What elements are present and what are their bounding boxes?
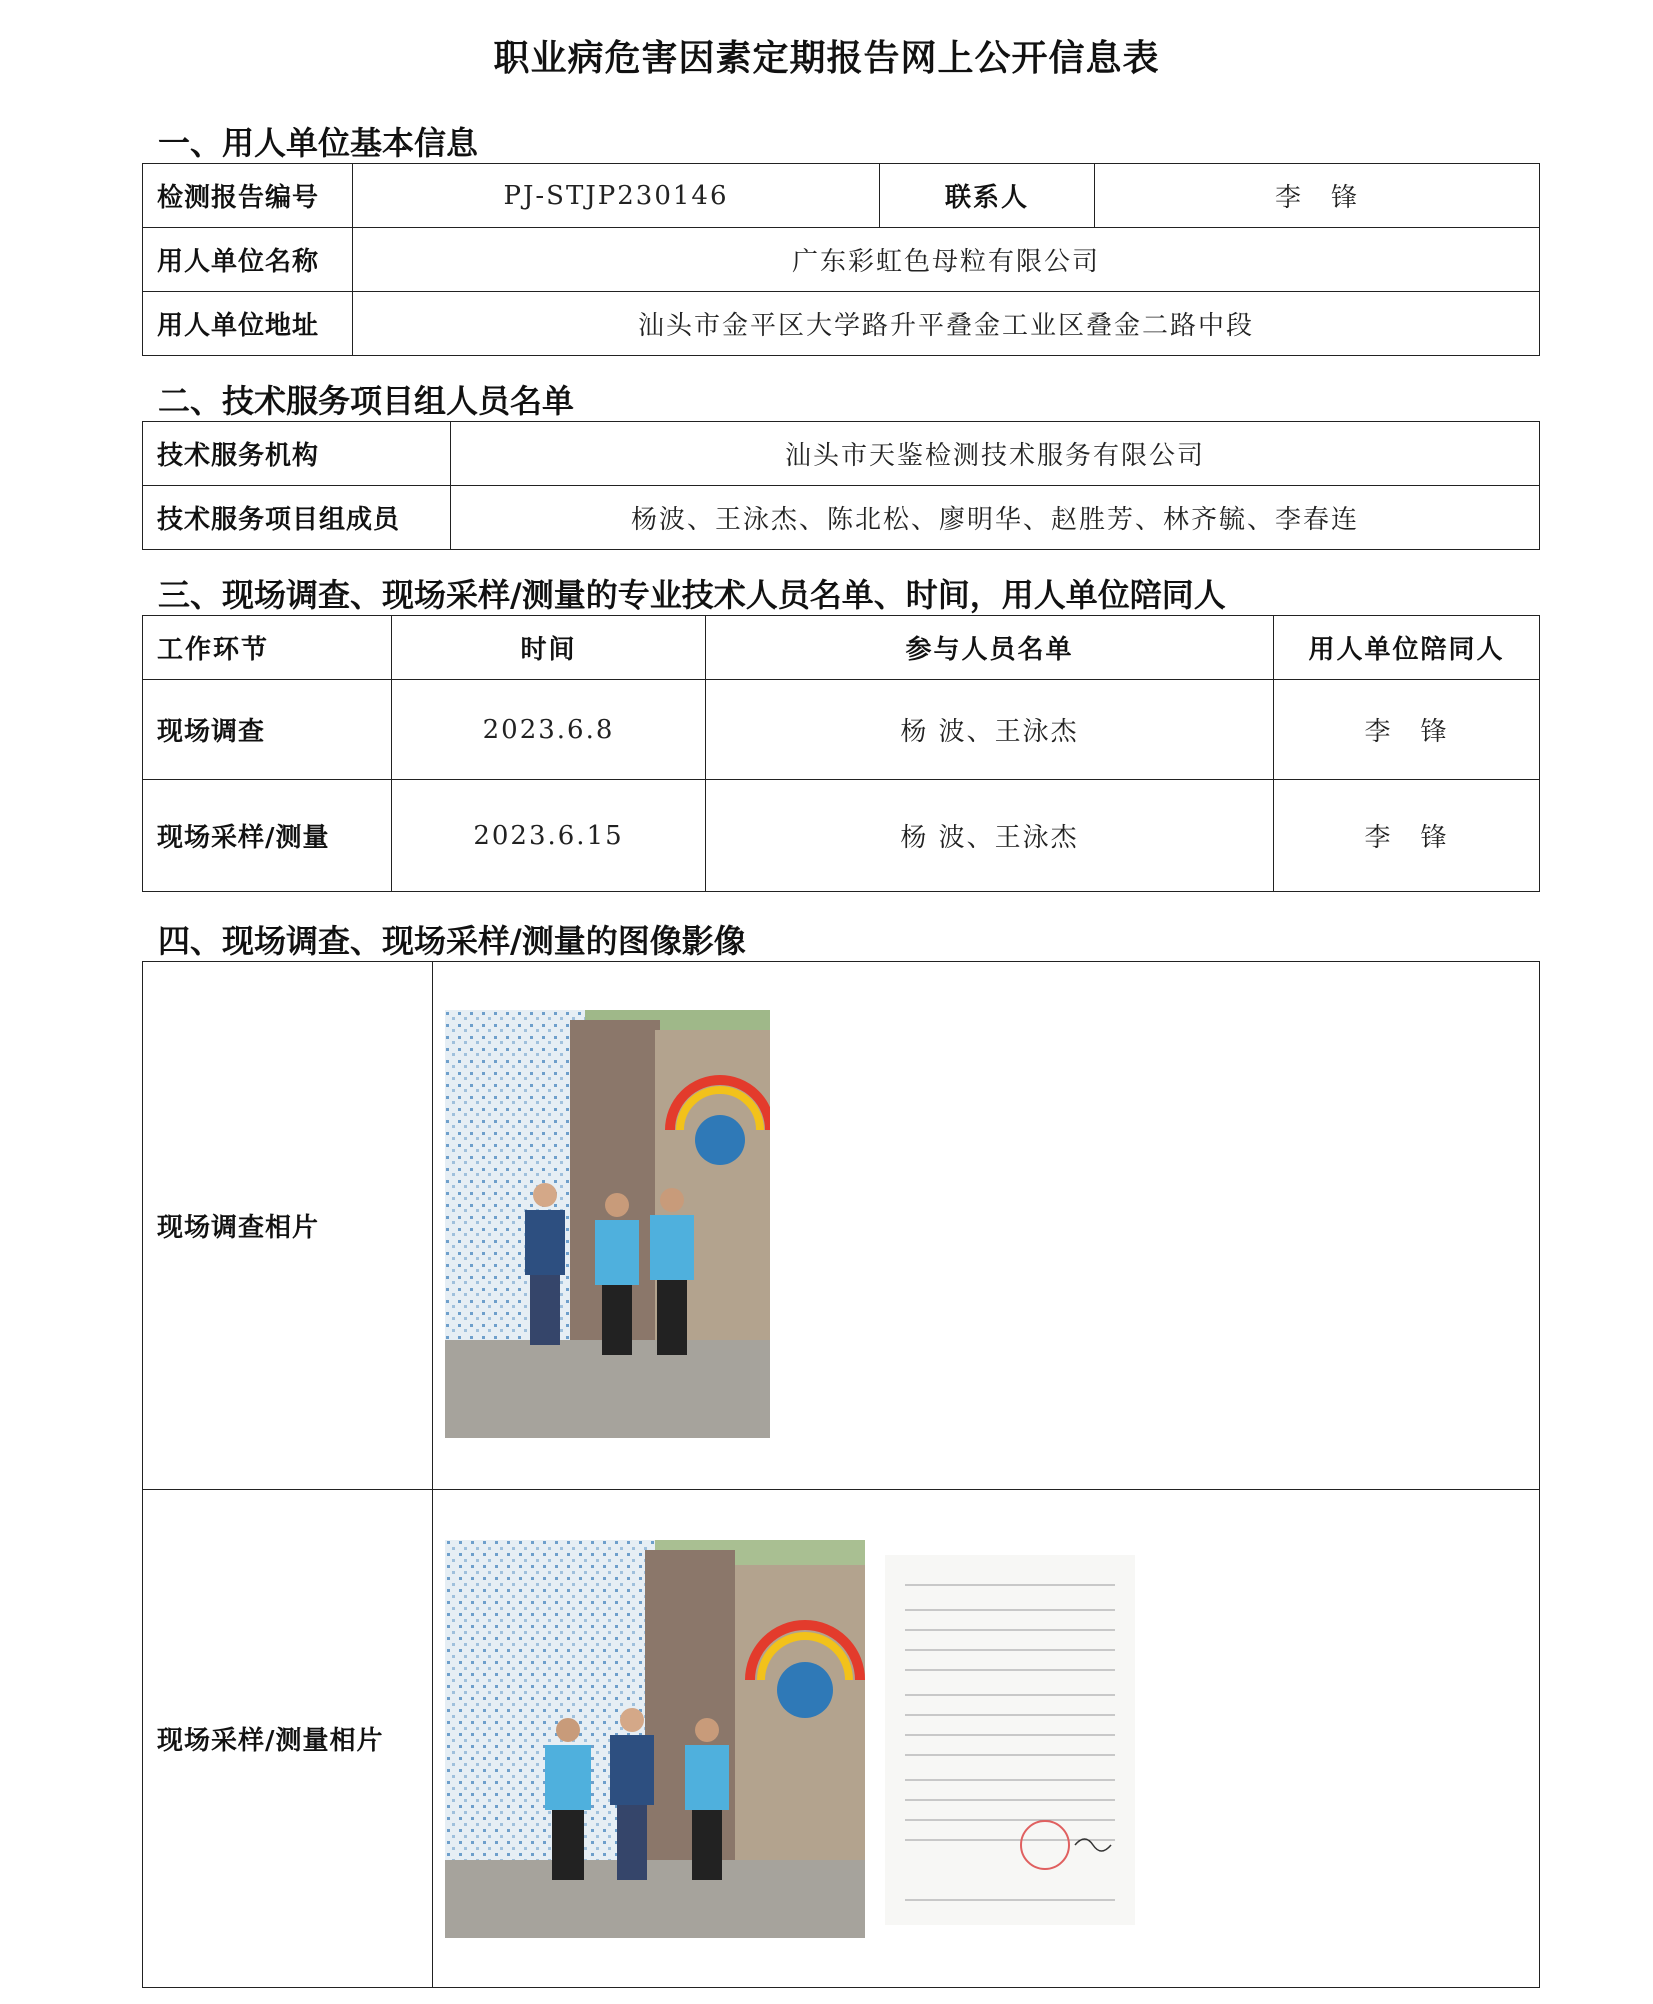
stage-cell: 现场采样/测量 <box>143 780 392 892</box>
col-time-header: 时间 <box>392 616 706 680</box>
col-escort-header: 用人单位陪同人 <box>1274 616 1540 680</box>
staff-cell: 杨 波、王泳杰 <box>706 780 1274 892</box>
company-name-label: 用人单位名称 <box>143 228 353 292</box>
sampling-photo-label: 现场采样/测量相片 <box>143 1490 433 1988</box>
stage-cell: 现场调查 <box>143 680 392 780</box>
page-title: 职业病危害因素定期报告网上公开信息表 <box>493 38 1160 79</box>
col-stage-header: 工作环节 <box>143 616 392 680</box>
time-cell: 2023.6.8 <box>392 680 706 780</box>
org-value: 汕头市天鉴检测技术服务有限公司 <box>451 422 1540 486</box>
table-row <box>143 680 1540 780</box>
staff-cell: 杨 波、王泳杰 <box>706 680 1274 780</box>
site-survey-photo <box>445 1010 770 1438</box>
team-table <box>142 421 1540 550</box>
escort-cell: 李 锋 <box>1274 780 1540 892</box>
section1-heading: 一、用人单位基本信息 <box>158 124 479 162</box>
section4-heading: 四、现场调查、现场采样/测量的图像影像 <box>158 922 746 960</box>
section2-heading: 二、技术服务项目组人员名单 <box>158 382 575 420</box>
table-row <box>143 780 1540 892</box>
escort-cell: 李 锋 <box>1274 680 1540 780</box>
members-value: 杨波、王泳杰、陈北松、廖明华、赵胜芳、林齐毓、李春连 <box>451 486 1540 550</box>
org-label: 技术服务机构 <box>143 422 451 486</box>
company-name-value: 广东彩虹色母粒有限公司 <box>353 228 1540 292</box>
section3-heading: 三、现场调查、现场采样/测量的专业技术人员名单、时间，用人单位陪同人 <box>158 576 1226 614</box>
contact-value: 李 锋 <box>1095 164 1540 228</box>
signed-document-photo <box>885 1555 1135 1925</box>
sampling-photo <box>445 1540 865 1938</box>
contact-label: 联系人 <box>880 164 1095 228</box>
report-no-label: 检测报告编号 <box>143 164 353 228</box>
time-cell: 2023.6.15 <box>392 780 706 892</box>
members-label: 技术服务项目组成员 <box>143 486 451 550</box>
company-address-label: 用人单位地址 <box>143 292 353 356</box>
survey-photo-label: 现场调查相片 <box>143 962 433 1490</box>
fieldwork-table <box>142 615 1540 892</box>
col-staff-header: 参与人员名单 <box>706 616 1274 680</box>
basic-info-table <box>142 163 1540 356</box>
report-no-value: PJ-STJP230146 <box>353 164 880 228</box>
company-address-value: 汕头市金平区大学路升平叠金工业区叠金二路中段 <box>353 292 1540 356</box>
